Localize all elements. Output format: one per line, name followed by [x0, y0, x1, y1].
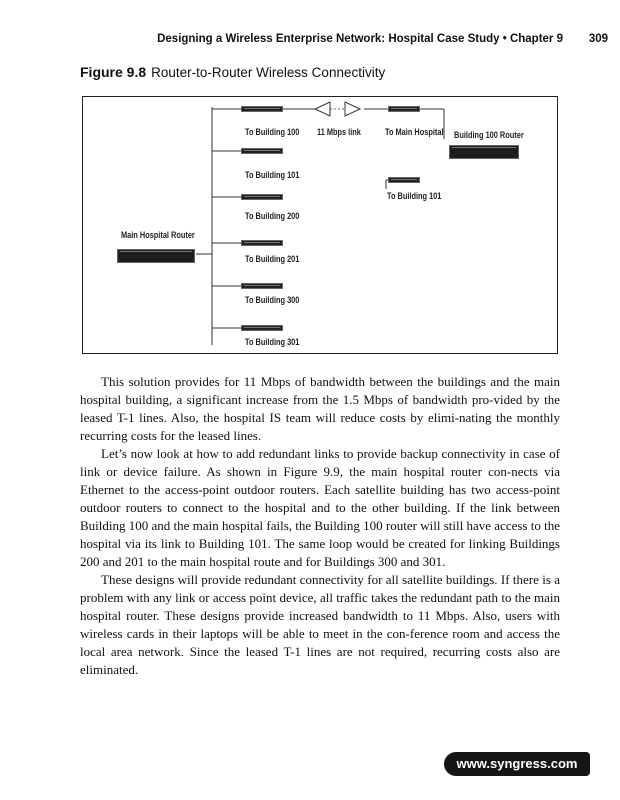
label-b301: To Building 301	[245, 337, 300, 347]
paragraph: These designs will provide redundant connectivity for all satellite buildings. If there is a problem with any link or access point device, all traffic takes the redundant path to the main hospital router. These designs provide increased bandwidth to 11 Mbps. Also, users with wireless cards in their laptops will be able to meet in the con-ference room and access the local area network. Since the leased T-1 lines are not required, recurring costs also are eliminated.	[80, 572, 560, 677]
label-link: 11 Mbps link	[317, 127, 361, 137]
ap-b201-icon	[241, 240, 283, 246]
paragraph: Let’s now look at how to add redundant links to provide backup connectivity in case of link or device failure. As shown in Figure 9.9, the main hospital router con-nects via Ethernet to the access-point outdoor routers. Each satellite building has two access-point outdoor routers to connect to the hospital and to the other building. If the link between Building 100 and the main hospital fails, the Building 100 router will still have access to the hospital via its link to Building 101. The same loop would be created for linking Buildings 200 and 201 to the main hospital route and for Buildings 300 and 301.	[80, 446, 560, 569]
figure-caption-text: Router-to-Router Wireless Connectivity	[151, 65, 386, 80]
main-router-icon	[117, 249, 195, 263]
label-b201: To Building 201	[245, 254, 300, 264]
figure-label: Figure 9.8	[80, 64, 147, 80]
website-link[interactable]: www.syngress.com	[444, 752, 590, 776]
running-title: Designing a Wireless Enterprise Network: Hospital Case Study • Chapter 9	[157, 33, 563, 45]
antenna-left-icon	[315, 102, 330, 116]
label-b300: To Building 300	[245, 295, 300, 305]
label-to-main: To Main Hospital	[385, 127, 444, 137]
antenna-right-icon	[345, 102, 360, 116]
ap-b101-icon	[241, 148, 283, 154]
main-router-label: Main Hospital Router	[121, 230, 195, 240]
ap-b301-icon	[241, 325, 283, 331]
label-b100: To Building 100	[245, 127, 300, 137]
label-b100-router: Building 100 Router	[454, 130, 524, 140]
label-b101: To Building 101	[245, 170, 300, 180]
paragraph: This solution provides for 11 Mbps of bandwidth between the buildings and the main hospital building, a significant increase from the 1.5 Mbps of bandwidth pro-vided by the leased T-1 lines. Also, the hospital IS team will reduce costs by elimi-nating the monthly recurring costs for the leased lines.	[80, 374, 560, 443]
running-header	[0, 33, 620, 49]
page-number: 309	[588, 33, 608, 45]
network-diagram	[82, 96, 558, 354]
label-b101-right: To Building 101	[387, 191, 442, 201]
figure-caption	[80, 64, 385, 80]
ap-b200-icon	[241, 194, 283, 200]
ap-b100-icon	[241, 106, 283, 112]
ap-b101-right-icon	[388, 177, 420, 183]
ap-main-hospital-icon	[388, 106, 420, 112]
b100-router-icon	[449, 145, 519, 159]
body-text	[80, 373, 560, 679]
ap-b300-icon	[241, 283, 283, 289]
label-b200: To Building 200	[245, 211, 300, 221]
